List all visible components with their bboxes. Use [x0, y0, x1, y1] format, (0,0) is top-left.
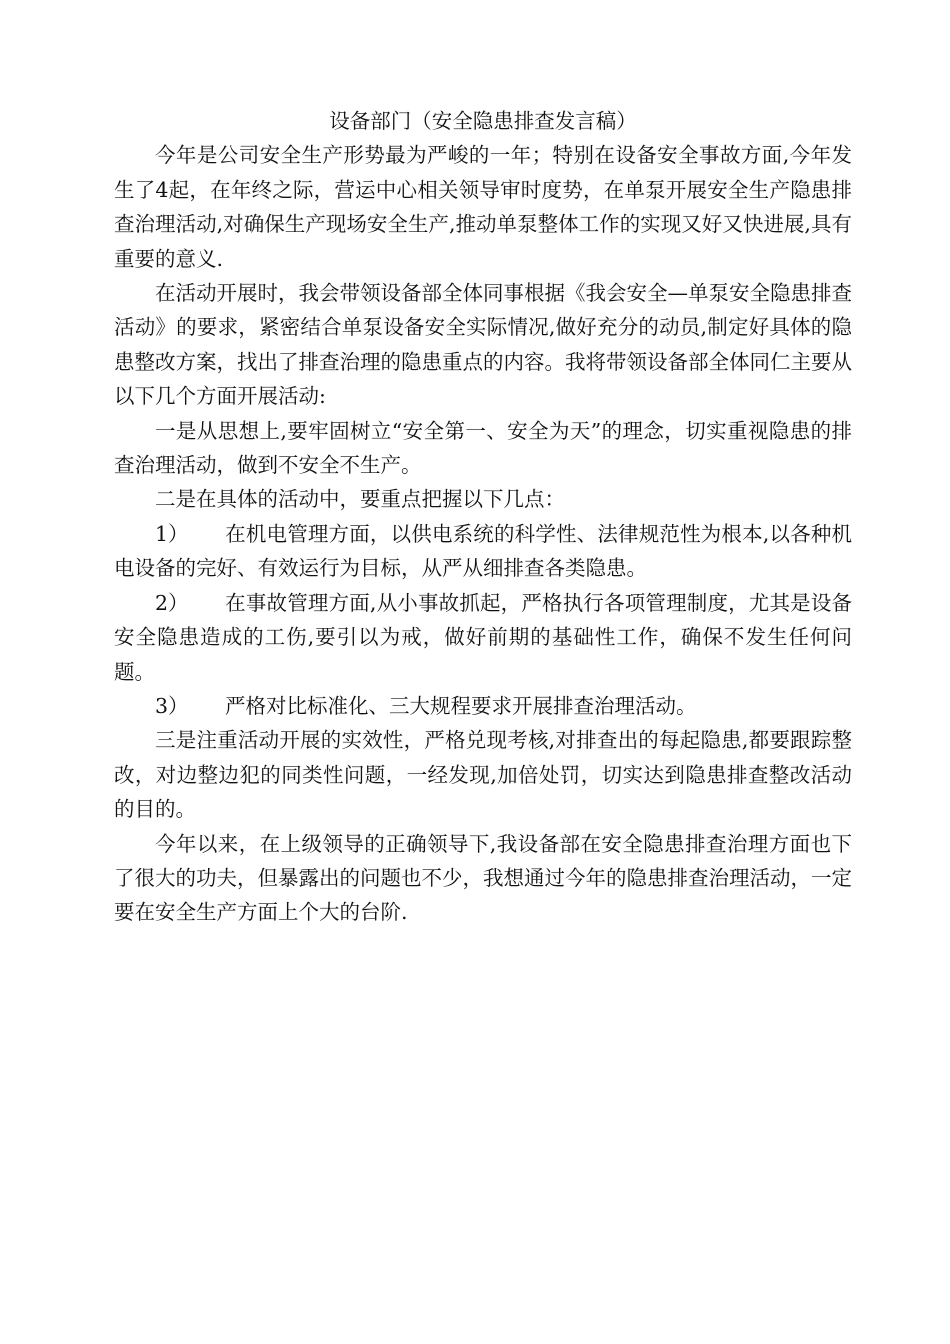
paragraph-conclusion: 今年以来，在上级领导的正确领导下,我设备部在安全隐患排查治理方面也下了很大的功夫，但暴露出的问题也不少，我想通过今年的隐患排查治理活动，一定要在安全生产方面上个大的台阶. [114, 831, 852, 925]
paragraph-point-one: 一是从思想上,要牢固树立“安全第一、安全为天”的理念，切实重视隐患的排查治理活动，做到不安全不生产。 [114, 418, 852, 478]
document-title: 设备部门（安全隐患排查发言稿） [329, 109, 637, 133]
paragraph-point-three: 三是注重活动开展的实效性，严格兑现考核,对排查出的每起隐患,都要跟踪整改，对边整边犯的同类性问题，一经发现,加倍处罚，切实达到隐患排查整改活动的目的。 [114, 728, 852, 822]
list-item-text: 在机电管理方面，以供电系统的科学性、法律规范性为根本,以各种机电设备的完好、有效运行为目标，从严从细排查各类隐患。 [114, 521, 852, 581]
paragraph-intro: 今年是公司安全生产形势最为严峻的一年；特别在设备安全事故方面,今年发生了4起，在年终之际，营运中心相关领导审时度势，在单泵开展安全生产隐患排查治理活动,对确保生产现场安全生产,推动单泵整体工作的实现又好又快进展,具有重要的意义. [114, 143, 852, 271]
list-item-number: 3） [155, 693, 189, 718]
list-item [114, 586, 852, 689]
document-page [114, 104, 852, 930]
paragraph-point-two: 二是在具体的活动中，要重点把握以下几点： [155, 487, 565, 512]
list-item-text: 严格对比标准化、三大规程要求开展排查治理活动。 [225, 693, 697, 718]
list-item-text: 在事故管理方面,从小事故抓起，严格执行各项管理制度，尤其是设备安全隐患造成的工伤,要引以为戒，做好前期的基础性工作，确保不发生任何问题。 [114, 590, 852, 684]
list-item-number: 2） [155, 590, 189, 615]
paragraph-activity-plan: 在活动开展时，我会带领设备部全体同事根据《我会安全—单泵安全隐患排查活动》的要求，紧密结合单泵设备安全实际情况,做好充分的动员,制定好具体的隐患整改方案，找出了排查治理的隐患重点的内容。我将带领设备部全体同仁主要从以下几个方面开展活动: [114, 281, 852, 409]
list-item [114, 517, 852, 586]
list-item [114, 689, 852, 723]
list-item-number: 1） [155, 521, 189, 546]
